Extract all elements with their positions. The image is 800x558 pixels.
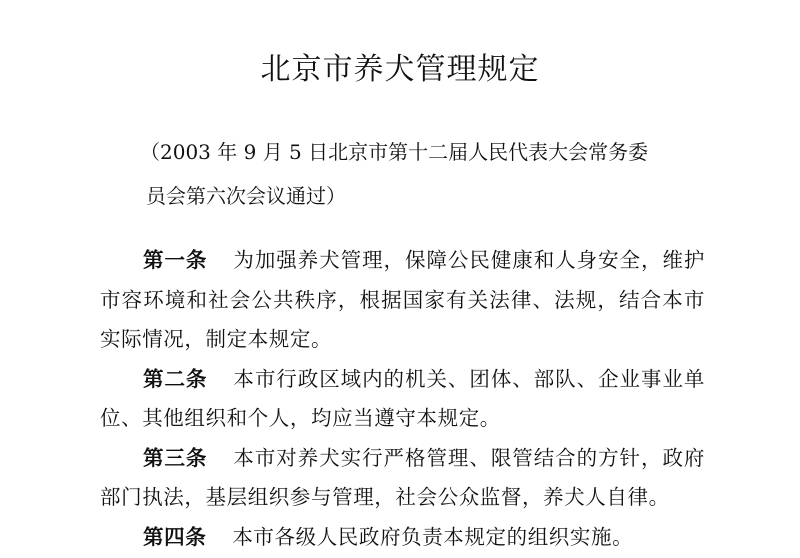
articles-list — [100, 241, 705, 557]
adoption-note-line-1: （2003 年 9 月 5 日北京市第十二届人民代表大会常务委 — [140, 140, 649, 164]
article-3 — [100, 439, 705, 518]
article-4 — [100, 518, 705, 558]
document-title: 北京市养犬管理规定 — [260, 52, 540, 87]
article-1 — [100, 241, 705, 360]
article-label: 第三条 — [143, 445, 208, 470]
adoption-note — [140, 130, 700, 218]
article-text: 本市行政区域内的机关、团体、部队、企业事业单位、其他组织和个人，均应当遵守本规定。 — [100, 366, 705, 430]
article-label: 第四条 — [143, 524, 207, 549]
article-label: 第一条 — [143, 248, 208, 272]
article-label: 第二条 — [143, 366, 208, 391]
article-2 — [100, 360, 705, 439]
article-text: 本市对养犬实行严格管理、限管结合的方针，政府部门执法，基层组织参与管理，社会公众监督，养犬人自律。 — [100, 445, 705, 509]
article-text: 本市各级人民政府负责本规定的组织实施。 — [232, 524, 634, 549]
article-text: 为加强养犬管理，保障公民健康和人身安全，维护市容环境和社会公共秩序，根据国家有关法律、法规，结合本市实际情况，制定本规定。 — [100, 248, 705, 351]
adoption-note-line-2: 员会第六次会议通过） — [146, 184, 346, 208]
